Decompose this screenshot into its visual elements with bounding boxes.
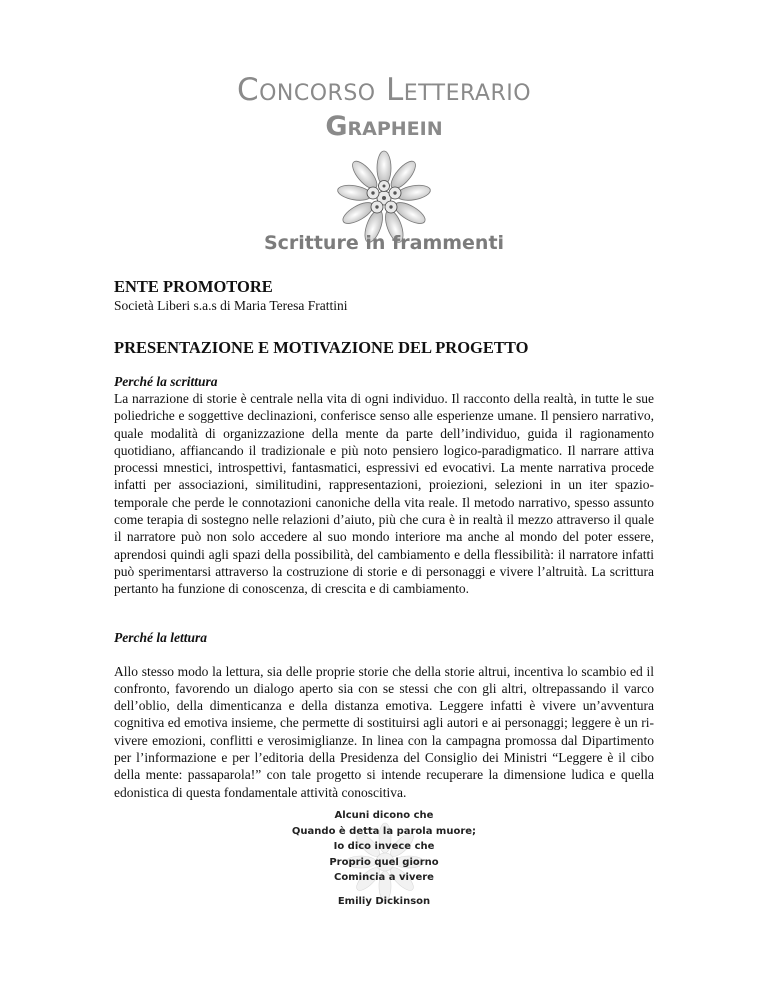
quote-line: Proprio quel giorno: [329, 856, 439, 868]
main-content: [114, 277, 654, 801]
lettura-heading: Perché la lettura: [114, 629, 207, 645]
quote-line: Alcuni dicono che: [334, 810, 434, 821]
subtitle: Scritture in frammenti: [263, 232, 505, 254]
title-line-1: Concorso Letterario: [236, 72, 532, 108]
ente-heading: ENTE PROMOTORE: [114, 277, 273, 296]
quote-line: Io dico invece che: [333, 841, 435, 852]
lettura-paragraph: Allo stesso modo la lettura, sia delle proprie storie che della storie altrui, incentiva lo scambio ed il confronto, favorendo un dialogo aperto sia con se stessi che con gli altri, oltrepassando il varco dell’oblio, della dimenticanza e della distanza emotiva. Leggere infatti è vivere un’avventura cognitiva ed emotiva insieme, che permette di sostituirsi agli autori e ai personaggi; leggere è un ri-vivere emozioni, conflitti e verosimiglianze. In linea con la campagna promossa dal Dipartimento per l’informazione e per l’editoria della Presidenza del Consiglio dei Ministri “Leggere è il cibo della mente: passaparola!” con tale progetto si intende recuperare la dimensione ludica e quella edonistica di questa fondamentale attività conoscitiva.: [114, 663, 654, 800]
quote-line: Comincia a vivere: [334, 872, 434, 883]
ente-text: Società Liberi s.a.s di Maria Teresa Frattini: [114, 298, 348, 313]
presentazione-heading: PRESENTAZIONE E MOTIVAZIONE DEL PROGETTO: [114, 338, 529, 357]
scrittura-heading: Perché la scrittura: [114, 374, 218, 389]
scrittura-paragraph: La narrazione di storie è centrale nella vita di ogni individuo. Il racconto della realtà, in tutte le sue poliedriche e soggettive declinazioni, conferisce senso alle esperienze umane. Il pensiero narrativo, quale modalità di organizzazione della mente da parte dell’individuo, guida il ragionamento quotidiano, affiancando il tradizionale e più noto pensiero logico-paradigmatico. Il narrare attiva processi mnestici, introspettivi, fantasmatici, espressivi ed evocativi. La mente narrativa procede infatti per associazioni, similitudini, rappresentazioni, proiezioni, selezioni in un iter spazio-temporale che perde le connotazioni canoniche della vita reale. Il metodo narrativo, spesso assunto come terapia di sostegno nelle relazioni d’aiuto, più che cura è in realtà il mezzo attraverso il quale il narratore può non solo accedere al suo mondo interiore ma anche al mondo del poter essere, aprendosi quindi agli spazi della possibilità, del cambiamento e della flessibilità: il narratore infatti può sperimentarsi attraverso la costruzione di storie e di personaggi e vivere l’altruità. La scrittura pertanto ha funzione di conoscenza, di crescita e di cambiamento.: [114, 391, 654, 597]
quote-author: Emiliy Dickinson: [337, 895, 431, 907]
title-line-2: Graphein: [325, 111, 443, 142]
quote-line: Quando è detta la parola muore;: [291, 825, 477, 837]
quote-block: [232, 808, 536, 909]
header: [0, 72, 768, 142]
